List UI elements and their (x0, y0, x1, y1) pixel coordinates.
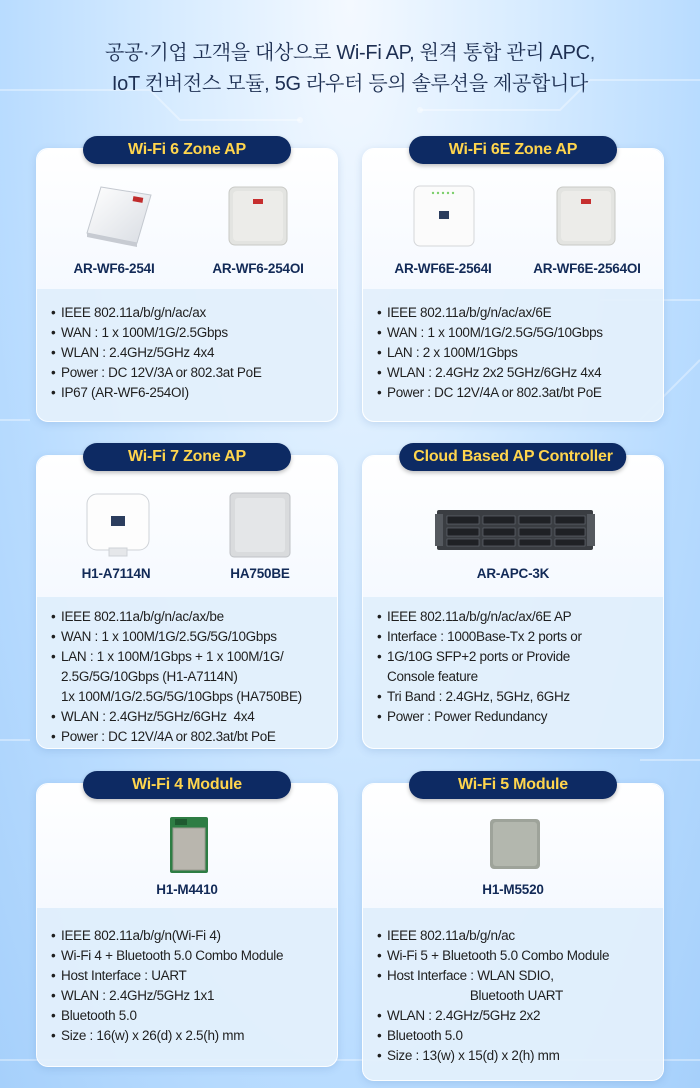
model-name: H1-M5520 (482, 882, 544, 897)
card-wifi7-zone-ap (36, 448, 338, 749)
card-title: Cloud Based AP Controller (399, 443, 626, 471)
ap-product-image (411, 183, 477, 249)
spec-item: • Size : 16(w) x 26(d) x 2.5(h) mm (51, 1026, 329, 1046)
spec-item: • Size : 13(w) x 15(d) x 2(h) mm (377, 1046, 655, 1066)
spec-item: • Host Interface : UART (51, 966, 329, 986)
spec-item: • WAN : 1 x 100M/1G/2.5G/5G/10Gbps (377, 323, 655, 343)
ap-product-image (227, 185, 289, 247)
spec-item-continued: Bluetooth UART (387, 988, 563, 1003)
ap-product-image (83, 490, 153, 560)
spec-item: • LAN : 1 x 100M/1Gbps + 1 x 100M/1G/ (51, 647, 329, 667)
spec-item: • WLAN : 2.4GHz/5GHz 2x2 (377, 1006, 655, 1026)
spec-item: • 1G/10G SFP+2 ports or Provide (377, 647, 655, 667)
spec-item: • Wi-Fi 4 + Bluetooth 5.0 Combo Module (51, 946, 329, 966)
headline-line-2: IoT 컨버전스 모듈, 5G 라우터 등의 솔루션을 제공합니다 (111, 73, 589, 95)
spec-list (51, 303, 329, 403)
spec-item: • Power : DC 12V/4A or 802.3at/bt PoE (377, 383, 655, 403)
headline (0, 38, 700, 100)
spec-item: • WAN : 1 x 100M/1G/2.5G/5G/10Gbps (51, 627, 329, 647)
spec-item: • LAN : 2 x 100M/1Gbps (377, 343, 655, 363)
spec-item: • IEEE 802.11a/b/g/n/ac/ax/6E (377, 303, 655, 323)
card-title: Wi-Fi 7 Zone AP (83, 443, 291, 471)
spec-item: • Tri Band : 2.4GHz, 5GHz, 6GHz (377, 687, 655, 707)
headline-line-1: 공공·기업 고객을 대상으로 Wi-Fi AP, 원격 통합 관리 APC, (104, 42, 596, 64)
spec-list (51, 926, 329, 1046)
model-name: AR-WF6-254OI (212, 261, 304, 276)
spec-item: • Host Interface : WLAN SDIO, (377, 966, 655, 986)
spec-item: • Bluetooth 5.0 (377, 1026, 655, 1046)
spec-item: • WLAN : 2.4GHz/5GHz/6GHz 4x4 (51, 707, 329, 727)
spec-item: • Power : Power Redundancy (377, 707, 655, 727)
model-name: H1-M4410 (156, 882, 218, 897)
card-wifi5-module (362, 776, 664, 1081)
spec-list (377, 926, 655, 1066)
spec-list (377, 607, 655, 727)
spec-item: • IEEE 802.11a/b/g/n/ac/ax/6E AP (377, 607, 655, 627)
spec-list (51, 607, 329, 747)
spec-item: • IEEE 802.11a/b/g/n/ac/ax/be (51, 607, 329, 627)
spec-item: • Wi-Fi 5 + Bluetooth 5.0 Combo Module (377, 946, 655, 966)
card-wifi6e-zone-ap (362, 141, 664, 422)
model-name: AR-WF6E-2564OI (533, 261, 641, 276)
spec-item-continued: 2.5G/5G/10Gbps (H1-A7114N) (61, 669, 238, 684)
spec-item: • Bluetooth 5.0 (51, 1006, 329, 1026)
model-name: AR-WF6-254I (73, 261, 155, 276)
card-title: Wi-Fi 5 Module (409, 771, 617, 799)
model-name: HA750BE (230, 566, 290, 581)
card-wifi6-zone-ap (36, 141, 338, 422)
spec-item: • Power : DC 12V/4A or 802.3at/bt PoE (51, 727, 329, 747)
ap-product-image (227, 490, 293, 560)
card-title: Wi-Fi 6E Zone AP (409, 136, 617, 164)
spec-item: • WLAN : 2.4GHz/5GHz 4x4 (51, 343, 329, 363)
spec-item: • IP67 (AR-WF6-254OI) (51, 383, 329, 403)
ap-product-image (555, 185, 617, 247)
server-product-image (435, 506, 595, 552)
spec-item: • IEEE 802.11a/b/g/n/ac/ax (51, 303, 329, 323)
spec-list (377, 303, 655, 403)
card-wifi4-module (36, 776, 338, 1067)
model-name: AR-WF6E-2564I (394, 261, 492, 276)
model-name: H1-A7114N (81, 566, 151, 581)
card-cloud-ap-controller (362, 448, 664, 749)
spec-item: • Power : DC 12V/3A or 802.3at PoE (51, 363, 329, 383)
module-chip-image (489, 818, 541, 870)
spec-item: • WLAN : 2.4GHz 2x2 5GHz/6GHz 4x4 (377, 363, 655, 383)
spec-item: • IEEE 802.11a/b/g/n/ac (377, 926, 655, 946)
spec-item: • Interface : 1000Base-Tx 2 ports or (377, 627, 655, 647)
model-name: AR-APC-3K (476, 566, 550, 581)
card-title: Wi-Fi 4 Module (83, 771, 291, 799)
spec-item: • IEEE 802.11a/b/g/n(Wi-Fi 4) (51, 926, 329, 946)
spec-item: • WLAN : 2.4GHz/5GHz 1x1 (51, 986, 329, 1006)
card-title: Wi-Fi 6 Zone AP (83, 136, 291, 164)
ap-product-image (83, 181, 155, 249)
spec-item-continued: 1x 100M/1G/2.5G/5G/10Gbps (HA750BE) (61, 689, 302, 704)
spec-item: • WAN : 1 x 100M/1G/2.5Gbps (51, 323, 329, 343)
module-chip-image (169, 816, 209, 874)
spec-item-continued: Console feature (387, 669, 478, 684)
